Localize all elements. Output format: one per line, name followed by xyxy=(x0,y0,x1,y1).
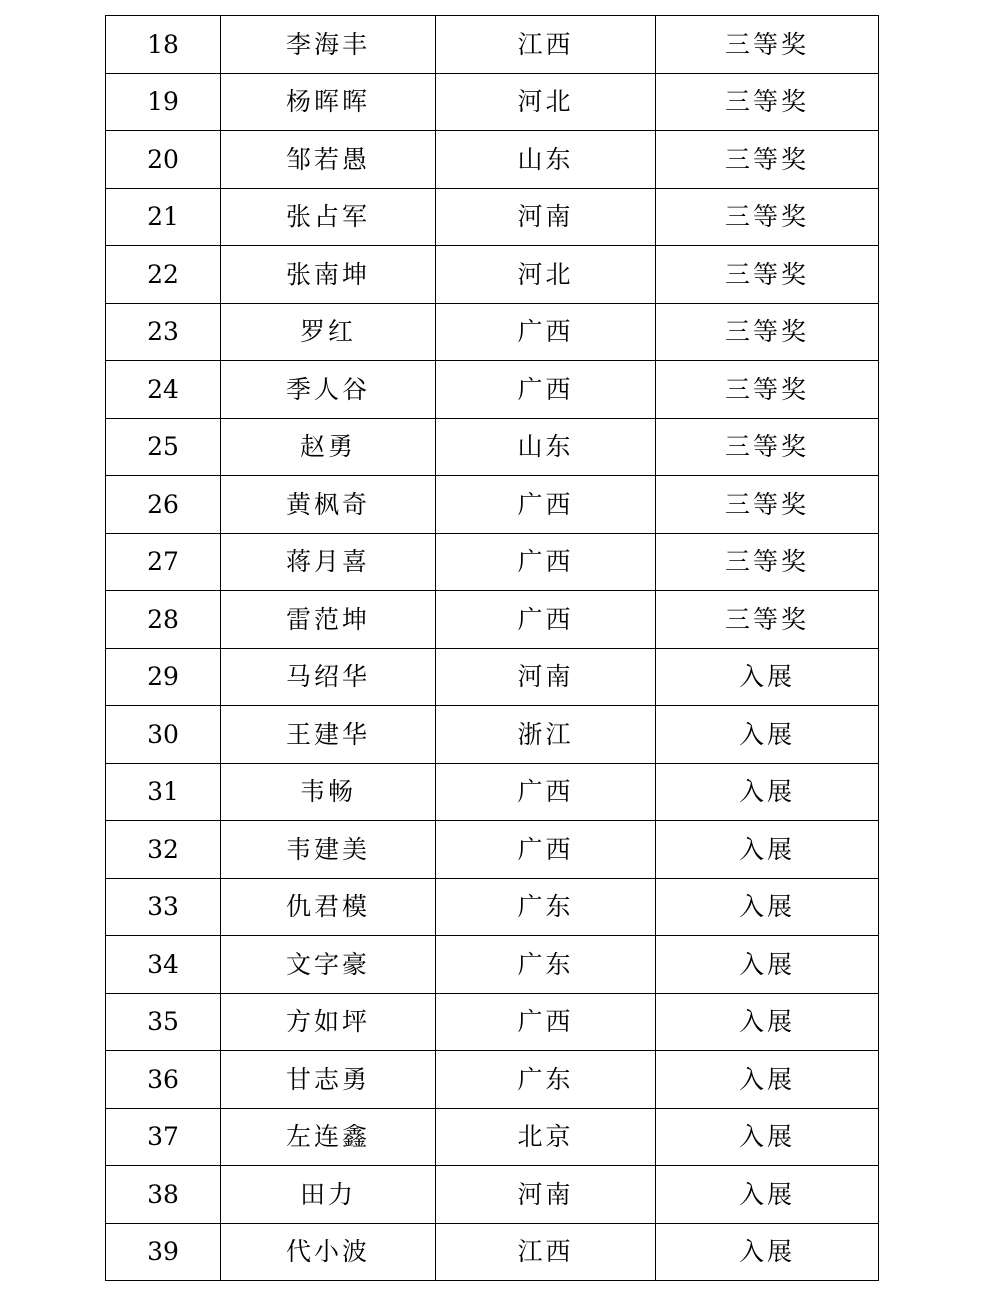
award-level-cell: 入展 xyxy=(656,993,879,1051)
province-cell: 广西 xyxy=(436,821,656,879)
winner-name-cell: 李海丰 xyxy=(221,16,436,74)
province-cell: 河南 xyxy=(436,648,656,706)
award-list-body xyxy=(106,16,879,1281)
table-row xyxy=(106,1223,879,1281)
province-cell: 广西 xyxy=(436,476,656,534)
award-level-cell: 三等奖 xyxy=(656,476,879,534)
row-number-cell: 39 xyxy=(106,1223,221,1281)
award-level-cell: 三等奖 xyxy=(656,16,879,74)
table-row xyxy=(106,476,879,534)
winner-name-cell: 王建华 xyxy=(221,706,436,764)
award-level-cell: 入展 xyxy=(656,1051,879,1109)
row-number-cell: 27 xyxy=(106,533,221,591)
table-row xyxy=(106,878,879,936)
row-number-cell: 19 xyxy=(106,73,221,131)
province-cell: 河南 xyxy=(436,188,656,246)
row-number-cell: 34 xyxy=(106,936,221,994)
winner-name-cell: 雷范坤 xyxy=(221,591,436,649)
row-number-cell: 21 xyxy=(106,188,221,246)
province-cell: 广西 xyxy=(436,303,656,361)
award-level-cell: 入展 xyxy=(656,1166,879,1224)
row-number-cell: 36 xyxy=(106,1051,221,1109)
table-row xyxy=(106,936,879,994)
winner-name-cell: 左连鑫 xyxy=(221,1108,436,1166)
row-number-cell: 29 xyxy=(106,648,221,706)
award-level-cell: 入展 xyxy=(656,706,879,764)
table-row xyxy=(106,73,879,131)
winner-name-cell: 马绍华 xyxy=(221,648,436,706)
award-level-cell: 三等奖 xyxy=(656,131,879,189)
row-number-cell: 26 xyxy=(106,476,221,534)
award-level-cell: 三等奖 xyxy=(656,303,879,361)
winner-name-cell: 方如坪 xyxy=(221,993,436,1051)
winner-name-cell: 季人谷 xyxy=(221,361,436,419)
row-number-cell: 38 xyxy=(106,1166,221,1224)
row-number-cell: 33 xyxy=(106,878,221,936)
award-level-cell: 三等奖 xyxy=(656,188,879,246)
table-row xyxy=(106,706,879,764)
row-number-cell: 20 xyxy=(106,131,221,189)
award-list-table xyxy=(105,15,879,1281)
award-level-cell: 入展 xyxy=(656,821,879,879)
award-level-cell: 入展 xyxy=(656,878,879,936)
province-cell: 山东 xyxy=(436,418,656,476)
award-level-cell: 入展 xyxy=(656,648,879,706)
table-row xyxy=(106,418,879,476)
award-level-cell: 入展 xyxy=(656,1223,879,1281)
table-row xyxy=(106,1166,879,1224)
winner-name-cell: 蒋月喜 xyxy=(221,533,436,591)
winner-name-cell: 黄枫奇 xyxy=(221,476,436,534)
province-cell: 江西 xyxy=(436,1223,656,1281)
row-number-cell: 32 xyxy=(106,821,221,879)
award-level-cell: 三等奖 xyxy=(656,591,879,649)
province-cell: 广西 xyxy=(436,533,656,591)
award-level-cell: 入展 xyxy=(656,763,879,821)
award-level-cell: 入展 xyxy=(656,1108,879,1166)
row-number-cell: 30 xyxy=(106,706,221,764)
table-row xyxy=(106,1108,879,1166)
row-number-cell: 24 xyxy=(106,361,221,419)
winner-name-cell: 代小波 xyxy=(221,1223,436,1281)
province-cell: 广东 xyxy=(436,1051,656,1109)
winner-name-cell: 张南坤 xyxy=(221,246,436,304)
row-number-cell: 22 xyxy=(106,246,221,304)
province-cell: 广东 xyxy=(436,878,656,936)
award-level-cell: 三等奖 xyxy=(656,533,879,591)
province-cell: 北京 xyxy=(436,1108,656,1166)
table-row xyxy=(106,533,879,591)
province-cell: 河北 xyxy=(436,73,656,131)
winner-name-cell: 杨晖晖 xyxy=(221,73,436,131)
row-number-cell: 31 xyxy=(106,763,221,821)
table-row xyxy=(106,131,879,189)
table-row xyxy=(106,648,879,706)
table-row xyxy=(106,246,879,304)
winner-name-cell: 甘志勇 xyxy=(221,1051,436,1109)
province-cell: 广东 xyxy=(436,936,656,994)
winner-name-cell: 韦畅 xyxy=(221,763,436,821)
table-row xyxy=(106,361,879,419)
row-number-cell: 28 xyxy=(106,591,221,649)
winner-name-cell: 韦建美 xyxy=(221,821,436,879)
award-level-cell: 入展 xyxy=(656,936,879,994)
province-cell: 河北 xyxy=(436,246,656,304)
award-level-cell: 三等奖 xyxy=(656,361,879,419)
award-level-cell: 三等奖 xyxy=(656,418,879,476)
province-cell: 江西 xyxy=(436,16,656,74)
row-number-cell: 37 xyxy=(106,1108,221,1166)
province-cell: 浙江 xyxy=(436,706,656,764)
province-cell: 广西 xyxy=(436,763,656,821)
winner-name-cell: 邹若愚 xyxy=(221,131,436,189)
table-row xyxy=(106,763,879,821)
table-row xyxy=(106,188,879,246)
province-cell: 广西 xyxy=(436,591,656,649)
row-number-cell: 18 xyxy=(106,16,221,74)
province-cell: 河南 xyxy=(436,1166,656,1224)
row-number-cell: 23 xyxy=(106,303,221,361)
table-row xyxy=(106,591,879,649)
winner-name-cell: 田力 xyxy=(221,1166,436,1224)
table-row xyxy=(106,993,879,1051)
province-cell: 广西 xyxy=(436,361,656,419)
winner-name-cell: 罗红 xyxy=(221,303,436,361)
winner-name-cell: 仇君模 xyxy=(221,878,436,936)
table-row xyxy=(106,16,879,74)
table-row xyxy=(106,303,879,361)
winner-name-cell: 张占军 xyxy=(221,188,436,246)
table-row xyxy=(106,821,879,879)
province-cell: 山东 xyxy=(436,131,656,189)
winner-name-cell: 赵勇 xyxy=(221,418,436,476)
row-number-cell: 25 xyxy=(106,418,221,476)
award-level-cell: 三等奖 xyxy=(656,73,879,131)
province-cell: 广西 xyxy=(436,993,656,1051)
winner-name-cell: 文字豪 xyxy=(221,936,436,994)
row-number-cell: 35 xyxy=(106,993,221,1051)
award-level-cell: 三等奖 xyxy=(656,246,879,304)
table-row xyxy=(106,1051,879,1109)
